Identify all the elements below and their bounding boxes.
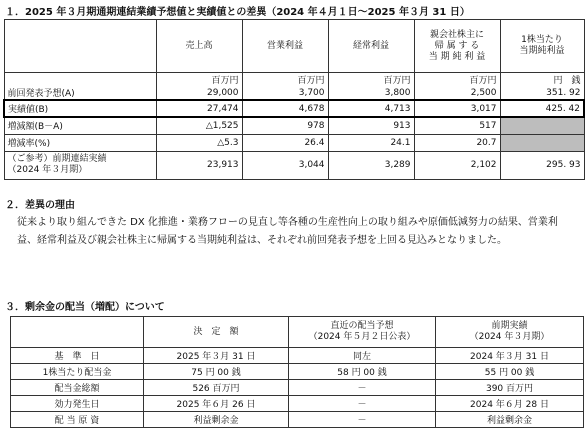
cell: 2025 年６月 26 日: [144, 396, 289, 412]
cell: 351. 92: [500, 86, 584, 100]
cell: 百万円: [328, 73, 414, 87]
row-label: 前回発表予想(A): [4, 86, 156, 100]
table-row-total-dividend: [11, 380, 584, 396]
row-label: [4, 73, 156, 87]
corner-cell: [11, 317, 144, 348]
cell: 3,044: [242, 151, 328, 179]
row-label: 基 準 日: [11, 348, 144, 364]
cell: 913: [328, 117, 414, 134]
cell: 百万円: [414, 73, 500, 87]
cell: 23,913: [156, 151, 242, 179]
row-label: （ご参考）前期連結実績 （2024 年３月期）: [4, 151, 156, 179]
row-label: 配当金総額: [11, 380, 144, 396]
cell: 425. 42: [500, 100, 584, 117]
cell: 2024 年３月 31 日: [436, 348, 584, 364]
cell: 526 百万円: [144, 380, 289, 396]
table-row-change-rate: [4, 134, 584, 151]
table-row-actual: [4, 100, 584, 117]
cell: 4,713: [328, 100, 414, 117]
cell: 3,800: [328, 86, 414, 100]
col-header-decided: 決 定 額: [144, 317, 289, 348]
cell: 4,678: [242, 100, 328, 117]
table-row-record-date: [11, 348, 584, 364]
cell: 517: [414, 117, 500, 134]
cell: 295. 93: [500, 151, 584, 179]
cell: 24.1: [328, 134, 414, 151]
cell: 同左: [289, 348, 436, 364]
row-label: 実績値(B): [4, 100, 156, 117]
dividend-header-row: [11, 317, 584, 348]
row-label: 配 当 原 資: [11, 412, 144, 428]
cell: 55 円 00 銭: [436, 364, 584, 380]
row-label: 1株当たり配当金: [11, 364, 144, 380]
cell: 3,017: [414, 100, 500, 117]
dividend-table: [10, 316, 584, 428]
cell: 百万円: [242, 73, 328, 87]
table-row-previous-forecast: [4, 86, 584, 100]
cell: 利益剰余金: [436, 412, 584, 428]
cell: 2025 年３月 31 日: [144, 348, 289, 364]
shaded-cell: [500, 134, 584, 151]
row-label: 増減額(B－A): [4, 117, 156, 134]
row-label: 増減率(%): [4, 134, 156, 151]
cell: 3,700: [242, 86, 328, 100]
table-row-units: [4, 73, 584, 87]
cell: 2,500: [414, 86, 500, 100]
cell: －: [289, 380, 436, 396]
col-header-operating-profit: 営業利益: [242, 20, 328, 73]
cell: 390 百万円: [436, 380, 584, 396]
corner-cell: [4, 20, 156, 73]
col-header-prior-year: 前期実績 （2024 年３月期）: [436, 317, 584, 348]
cell: 26.4: [242, 134, 328, 151]
reason-paragraph: 従来より取り組んできた DX 化推進・業務フローの見直し等各種の生産性向上の取り組みや原価低減努力の結果、営業利益、経常利益及び親会社株主に帰属する当期純利益は、それぞれ前回発表予想を上回る見込みとなりました。: [17, 217, 558, 246]
table-row-dividend-per-share: [11, 364, 584, 380]
cell: 27,474: [156, 100, 242, 117]
cell: 20.7: [414, 134, 500, 151]
cell: 29,000: [156, 86, 242, 100]
cell: 75 円 00 銭: [144, 364, 289, 380]
cell: 2,102: [414, 151, 500, 179]
section3-title: ３．剰余金の配当（増配）について: [5, 302, 165, 313]
cell: 58 円 00 銭: [289, 364, 436, 380]
cell: －: [289, 412, 436, 428]
cell: 円 銭: [500, 73, 584, 87]
table-row-dividend-source: [11, 412, 584, 428]
cell: －: [289, 396, 436, 412]
cell: 978: [242, 117, 328, 134]
cell: 利益剰余金: [144, 412, 289, 428]
col-header-sales: 売上高: [156, 20, 242, 73]
cell: △1,525: [156, 117, 242, 134]
col-header-ordinary-profit: 経常利益: [328, 20, 414, 73]
section1-title: １．2025 年３月期通期連結業績予想値と実績値との差異（2024 年４月１日～2025 年３月 31 日）: [5, 7, 470, 18]
row-label: 効力発生日: [11, 396, 144, 412]
cell: 2024 年６月 28 日: [436, 396, 584, 412]
table-row-effective-date: [11, 396, 584, 412]
col-header-net-income: 親会社株主に 帰 属 す る 当 期 純 利 益: [414, 20, 500, 73]
table-row-change-amount: [4, 117, 584, 134]
forecast-table: [3, 19, 585, 180]
cell: 3,289: [328, 151, 414, 179]
cell: 百万円: [156, 73, 242, 87]
section2-title: ２．差異の理由: [5, 200, 75, 211]
col-header-eps: 1株当たり 当期純利益: [500, 20, 584, 73]
shaded-cell: [500, 117, 584, 134]
forecast-header-row: [4, 20, 584, 73]
cell: △5.3: [156, 134, 242, 151]
col-header-latest-forecast: 直近の配当予想 （2024 年５月２日公表）: [289, 317, 436, 348]
table-row-prior-year-reference: [4, 151, 584, 179]
